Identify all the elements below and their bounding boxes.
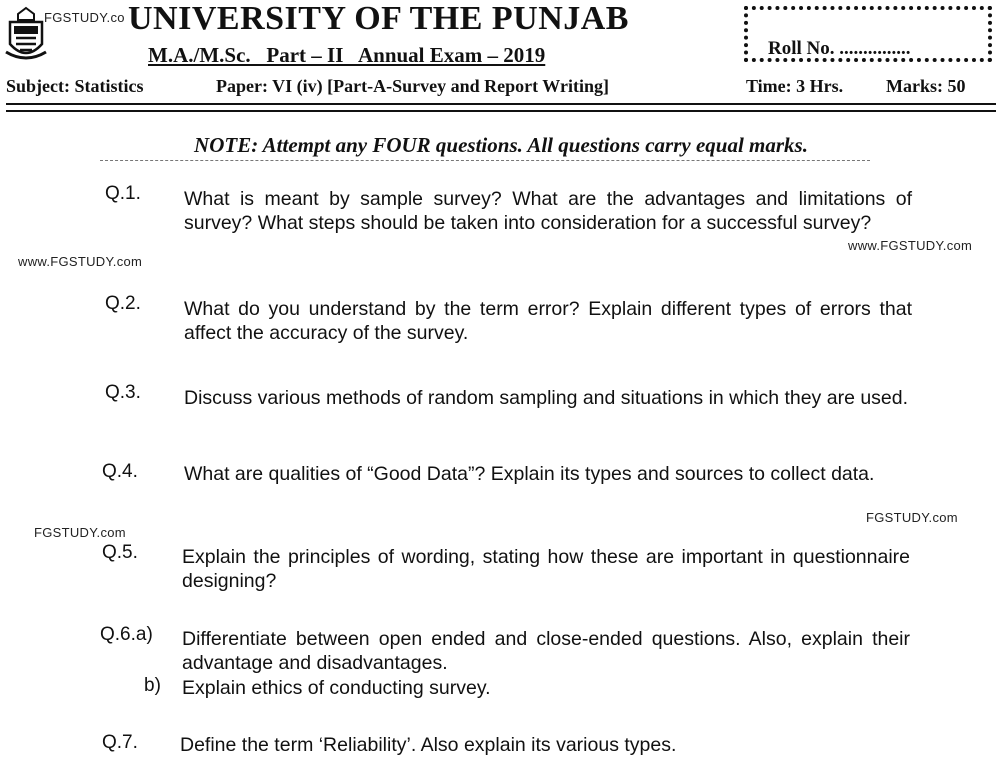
question-text: What are qualities of “Good Data”? Explain its types and sources to collect data. — [184, 463, 875, 485]
time-label: Time: 3 Hrs. — [746, 76, 844, 96]
question-number: b) — [144, 675, 161, 696]
watermark: FGSTUDY.com — [866, 510, 958, 525]
roll-number-label: Roll No. ............... — [768, 38, 911, 59]
question-text: Discuss various methods of random sampling and situations in which they are used. — [184, 387, 909, 409]
marks-label: Marks: 50 — [886, 76, 966, 96]
question-number: Q.1. — [105, 183, 141, 204]
watermark: www.FGSTUDY.com — [848, 238, 973, 253]
university-crest-icon — [4, 6, 48, 64]
subject-label: Subject: Statistics — [6, 76, 144, 96]
roll-number-box — [744, 6, 992, 62]
question-text: What is meant by sample survey? What are the advantages and limitations of survey? What steps should be taken into consideration for a successful survey? — [184, 188, 912, 234]
watermark: FGSTUDY.co — [44, 10, 125, 25]
instructions-note: NOTE: Attempt any FOUR questions. All questions carry equal marks. — [194, 133, 808, 157]
note-underline — [100, 160, 870, 161]
paper-label: Paper: VI (iv) [Part-A-Survey and Report Writing] — [216, 76, 609, 96]
question-text: Define the term ‘Reliability’. Also explain its various types. — [180, 734, 677, 756]
question-number: Q.4. — [102, 461, 138, 482]
question-number: Q.7. — [102, 732, 138, 753]
header-divider-bottom — [6, 110, 996, 112]
university-title: UNIVERSITY OF THE PUNJAB — [128, 0, 629, 37]
question-number: Q.3. — [105, 382, 141, 403]
header-divider-top — [6, 103, 996, 105]
watermark: FGSTUDY.com — [34, 525, 126, 540]
question-text: Explain ethics of conducting survey. — [182, 677, 491, 699]
question-number: Q.2. — [105, 293, 141, 314]
question-text: Explain the principles of wording, stating how these are important in questionnaire designing? — [182, 546, 910, 592]
exam-line: M.A./M.Sc. Part – II Annual Exam – 2019 — [148, 43, 546, 67]
watermark: www.FGSTUDY.com — [18, 254, 143, 269]
question-text: What do you understand by the term error? Explain different types of errors that affect the accuracy of the survey. — [184, 298, 912, 344]
question-number: Q.6.a) — [100, 624, 153, 645]
question-number: Q.5. — [102, 542, 138, 563]
question-text: Differentiate between open ended and close-ended questions. Also, explain their advantage and disadvantages. — [182, 628, 910, 674]
